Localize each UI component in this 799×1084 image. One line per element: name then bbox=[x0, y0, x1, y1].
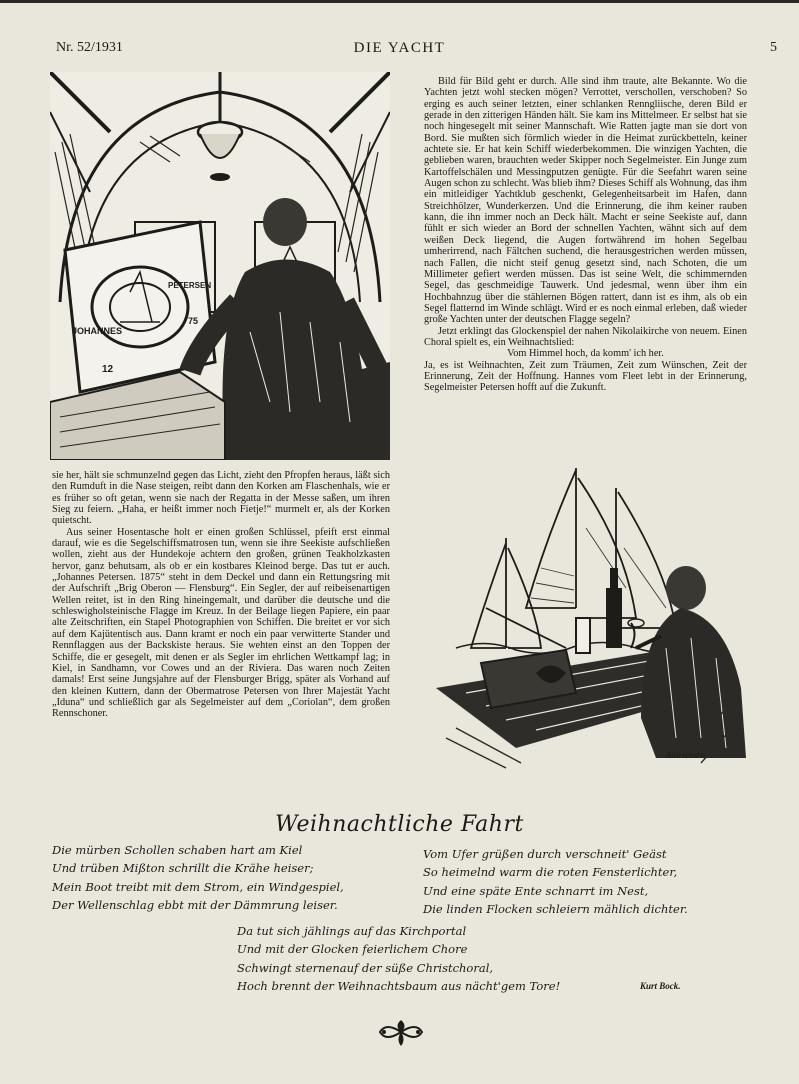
drawn-text-year: 75 bbox=[188, 316, 199, 326]
page-number: 5 bbox=[770, 40, 777, 55]
illustration-sailor-with-bottle bbox=[426, 458, 748, 776]
magazine-title: DIE YACHT bbox=[353, 40, 446, 56]
decorative-ornament-icon bbox=[376, 1016, 426, 1048]
article-left-column bbox=[52, 470, 390, 720]
page-top-rule bbox=[0, 0, 799, 3]
poem-line: Schwingt sternenauf der süße Christchoral, bbox=[237, 960, 494, 975]
poem-line: Die mürben Schollen schaben hart am Kiel bbox=[52, 843, 303, 857]
paragraph: Ja, es ist Weihnachten, Zeit zum Träumen, Zeit zum Wünschen, Zeit der Erinnerung, Zeit der Hoffnung. Hannes vom Fleet lebt in der Erinnerung, Segelmeister Petersen hofft auf die Zukunft. bbox=[424, 359, 747, 394]
poem-line: Und eine späte Ente schnarrt im Nest, bbox=[423, 883, 649, 898]
issue-number: Nr. 52/1931 bbox=[56, 40, 123, 55]
paragraph: sie her, hält sie schmunzelnd gegen das Licht, zieht den Pfropfen heraus, läßt sich den Rumduft in die Nase steigen, reibt dann den Korken am Flaschenhals, wie er es früher so oft getan, wenn sie nach der Regatta in der Messe saßen, um ihren Sieg zu feiern. „Haha, er heißt immer noch Fietje!“ murmelt er, als der Korken quietscht. bbox=[52, 470, 390, 527]
poem-line: So heimelnd warm die roten Fensterlichter, bbox=[423, 865, 678, 880]
sailor-figure bbox=[636, 566, 746, 758]
poem-line: Die linden Flocken schleiern mählich dichter. bbox=[423, 901, 688, 916]
article-right-column bbox=[424, 76, 747, 394]
bottles-drawing bbox=[576, 568, 644, 653]
poem-stanza-2 bbox=[423, 845, 688, 918]
poem-author: Kurt Bock. bbox=[640, 981, 681, 991]
yacht-sails-drawing bbox=[471, 468, 676, 648]
drawn-text-petersen: PETERSEN bbox=[168, 281, 212, 290]
poem-line: Und mit der Glocken feierlichem Chore bbox=[237, 942, 468, 957]
poem-stanza-1 bbox=[52, 841, 344, 914]
paragraph: Aus seiner Hosentasche holt er einen großen Schlüssel, pfeift erst einmal darauf, wie es die Segelschiffsmatrosen tun, wenn sie ihre Seekiste aufschließen wollen, zieht aus der Hundekoje achtern den großen, grünen Teakholzkasten hervor, ganz behutsam, als ob er ein kostbares Kleinod berge. Das tut er auch. „Johannes Petersen. 1875“ steht in dem Deckel und dann ein Rettungsring mit der Aufschrift „Brig Oberon — Flensburg“. Ein Segler, der auf reibeisenartigen Wellen reitet, ist in den Ring hineingemalt, und darüber die deutsche und die schleswigholsteinische Flagge im Kreuz. In der Beilage liegen Papiere, ein paar alte Zeitschriften, ein Stapel Photographien von Schiffen. Die breitet er vor sich auf dem Kajütentisch aus. Dann kramt er noch ein paar verwitterte Stander und Rennflaggen aus der Backskiste heraus. Sie wehten einst an den Toppen der Schiffe, die er gesegelt, mit denen er als Segler im ehrlichen Wettkampf lag; in Kiel, in Sandhamn, vor Cowes und an der Riviera. Das waren noch Zeiten damals! Erst seine Jungsjahre auf der Flensburger Brigg, später als Vorhand auf den kleinen Kuttern, dann der Obermatrose Petersen von Ihrer Majestät Yacht „Iduna“ und schließlich gar als Segelmeister auf dem „Coriolan“, dem großen Rennschoner. bbox=[52, 526, 390, 720]
poem-title: Weihnachtliche Fahrt bbox=[275, 812, 524, 837]
poem-stanza-3 bbox=[237, 922, 560, 995]
drawn-text-number: 12 bbox=[102, 364, 114, 375]
paragraph: Bild für Bild geht er durch. Alle sind ihm traute, alte Bekannte. Wo die Yachten jetzt wohl stecken mögen? Verrottet, verschollen, verschoben? So erging es auch seiner letzten, einer schlanken Renngliische, deren Bild er gerade in den zitterigen Händen hält. Sie kam ins Mittelmeer. Er selbst hat sie noch hingesegelt mit seiner Mannschaft. Wie Ratten jagte man sie dort von Bord. Sie mußten sich förmlich wieder in die Heimat zurückbetteln, keiner achtete sie. Er hat kein Schiff wiederbekommen. Die winzigen Yachten, die geblieben waren, brauchten weder Skipper noch Segelmeister. Ein Junge zum Kartoffelschälen und Messingputzen genügte. Für die Seefahrt waren seine Augen schon zu schlecht. Was blieb ihm? Dieses Schiff als Wohnung, das ihm ein mitleidiger Yachtklub geschenkt, Gelegenheitsarbeit im Hafen, dann Streichhölzer, Wunderkerzen. Und die Erinnerung, die ihm keiner rauben kann, die ihn immer noch an Deck hält. Macht er seine Seekiste auf, dann fühlt er sich wieder an Bord der schnellen Yachten, wähnt sich auf dem weißen Deck liegend, die Augen fortwährend im hohen Segelbau umherirrend, nach Fältchen suchend, die herausgestrichen werden müssen, nach Fallen, die nicht steif genug gesetzt sind, nach Schoten, die um Millimeter gefiert werden müssen. Das ist seine Welt, die schimmernden Segel, das geschmeidige Tauwerk. Und jedesmal, wenn über ihm ein Hochbahnzug über die stählernen Bögen rattert, dann ist es ihm, als ob ein Segel flatternd im Winde schlägt. Wird er es noch einmal erleben, daß wieder große Yachten unter der deutschen Flagge segeln? bbox=[424, 76, 747, 326]
poem-line: Der Wellenschlag ebbt mit der Dämmrung leiser. bbox=[52, 897, 338, 912]
poem-line: Da tut sich jählings auf das Kirchportal bbox=[237, 924, 467, 938]
illustration-sailor-at-desk bbox=[50, 72, 390, 460]
hymn-line: Vom Himmel hoch, da komm' ich her. bbox=[507, 348, 664, 360]
artist-signature: Ahlrichsen bbox=[666, 750, 705, 760]
poem-line: Hoch brennt der Weihnachtsbaum aus nächt'gem Tore! bbox=[237, 978, 561, 993]
drawn-text-johannes: JOHANNES bbox=[72, 326, 123, 336]
poem-line: Mein Boot treibt mit dem Strom, ein Windgespiel, bbox=[52, 879, 344, 894]
poem-line: Und trüben Mißton schrillt die Krähe heiser; bbox=[52, 861, 314, 876]
paragraph: Jetzt erklingt das Glockenspiel der nahen Nikolaikirche von neuem. Einen Choral spielt es, ein Weihnachtslied: bbox=[424, 325, 747, 348]
poem-line: Vom Ufer grüßen durch verschneit' Geäst bbox=[423, 847, 667, 861]
